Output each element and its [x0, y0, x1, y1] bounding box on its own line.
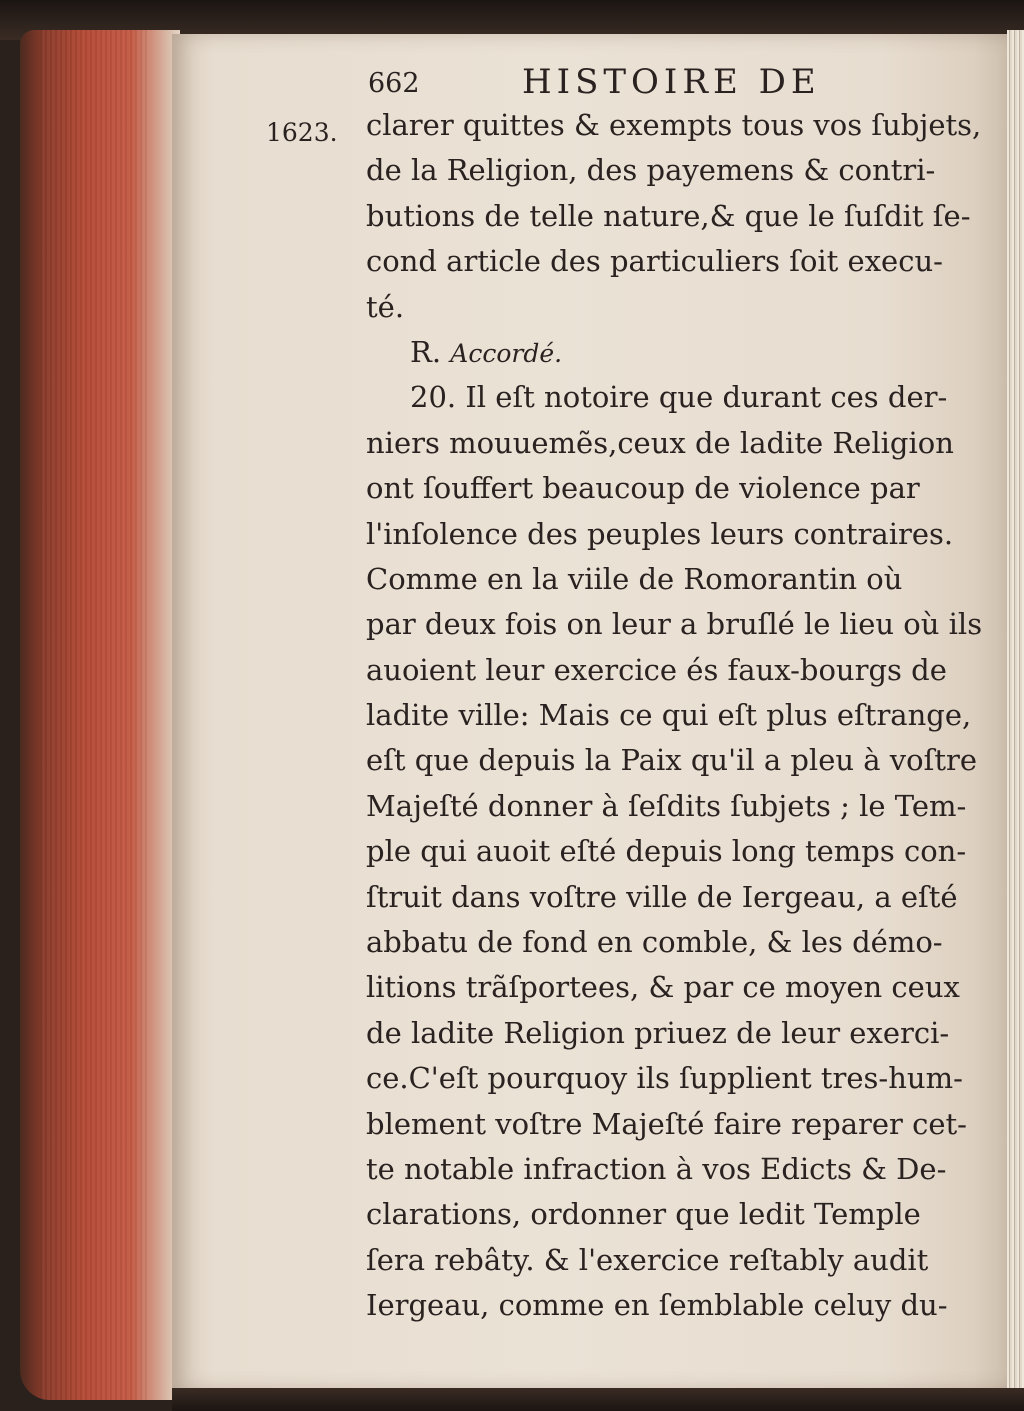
- text-line: ſera rebâty. & l'exercice reſtably audit: [366, 1242, 929, 1277]
- text-line: auoient leur exercice és faux-bourgs de: [366, 652, 947, 687]
- body-text: [366, 103, 983, 1329]
- page-edges-texture: [40, 30, 150, 1400]
- text-line: litions trãſportees, & par ce moyen ceux: [366, 970, 960, 1005]
- text-line: eſt que depuis la Paix qu'il a pleu à voſtre: [366, 743, 978, 778]
- response-text: [410, 335, 562, 369]
- book-bottom-edge: [172, 1388, 1024, 1411]
- text-line: clarer quittes & exempts tous vos ſubjets,: [366, 108, 982, 142]
- running-title: HISTOIRE DE: [522, 62, 821, 102]
- text-line: clarations, ordonner que ledit Temple: [366, 1197, 921, 1232]
- right-page-edges: [1007, 30, 1024, 1400]
- margin-year-note: 1623.: [266, 118, 338, 147]
- text-line: te notable infraction à vos Edicts & De-: [366, 1151, 947, 1186]
- page-number: 662: [368, 68, 420, 99]
- running-head: [364, 62, 864, 106]
- text-line: blement voſtre Majeſté faire reparer cet-: [366, 1106, 967, 1141]
- text-line: ſtruit dans voſtre ville de Iergeau, a eſté: [366, 879, 958, 914]
- text-line: ce.C'eſt pourquoy ils ſupplient tres-hum-: [366, 1061, 963, 1096]
- text-line: Majeſté donner à ſeſdits ſubjets ; le Tem-: [366, 788, 967, 823]
- text-line: té.: [366, 289, 405, 324]
- response-line: [366, 330, 966, 375]
- text-line: ont ſouffert beaucoup de violence par: [366, 471, 920, 506]
- article-start-line: 20. Il eſt notoire que durant ces der-: [410, 380, 948, 415]
- response-italic: Accordé.: [450, 338, 563, 368]
- text-line: abbatu de fond en comble, & les démo-: [366, 925, 943, 960]
- text-line: niers mouuemẽs,ceux de ladite Religion: [366, 425, 954, 460]
- text-line: Comme en la viile de Romorantin où: [366, 561, 903, 596]
- text-line: Iergeau, comme en ſemblable celuy du-: [366, 1288, 948, 1323]
- text-line: l'inſolence des peuples leurs contraires.: [366, 516, 954, 551]
- text-line: butions de telle nature,& que le ſuſdit ſe-: [366, 198, 971, 233]
- response-letter: R.: [410, 334, 451, 369]
- text-line: cond article des particuliers ſoit execu-: [366, 244, 943, 279]
- text-line: par deux fois on leur a bruſlé le lieu où ils: [366, 607, 983, 642]
- text-line: ladite ville: Mais ce qui eſt plus eſtrange,: [366, 698, 972, 733]
- text-line: ple qui auoit eſté depuis long temps con-: [366, 834, 967, 869]
- text-line: de la Religion, des payemens & contri-: [366, 153, 936, 188]
- text-line: de ladite Religion priuez de leur exerci-: [366, 1015, 950, 1050]
